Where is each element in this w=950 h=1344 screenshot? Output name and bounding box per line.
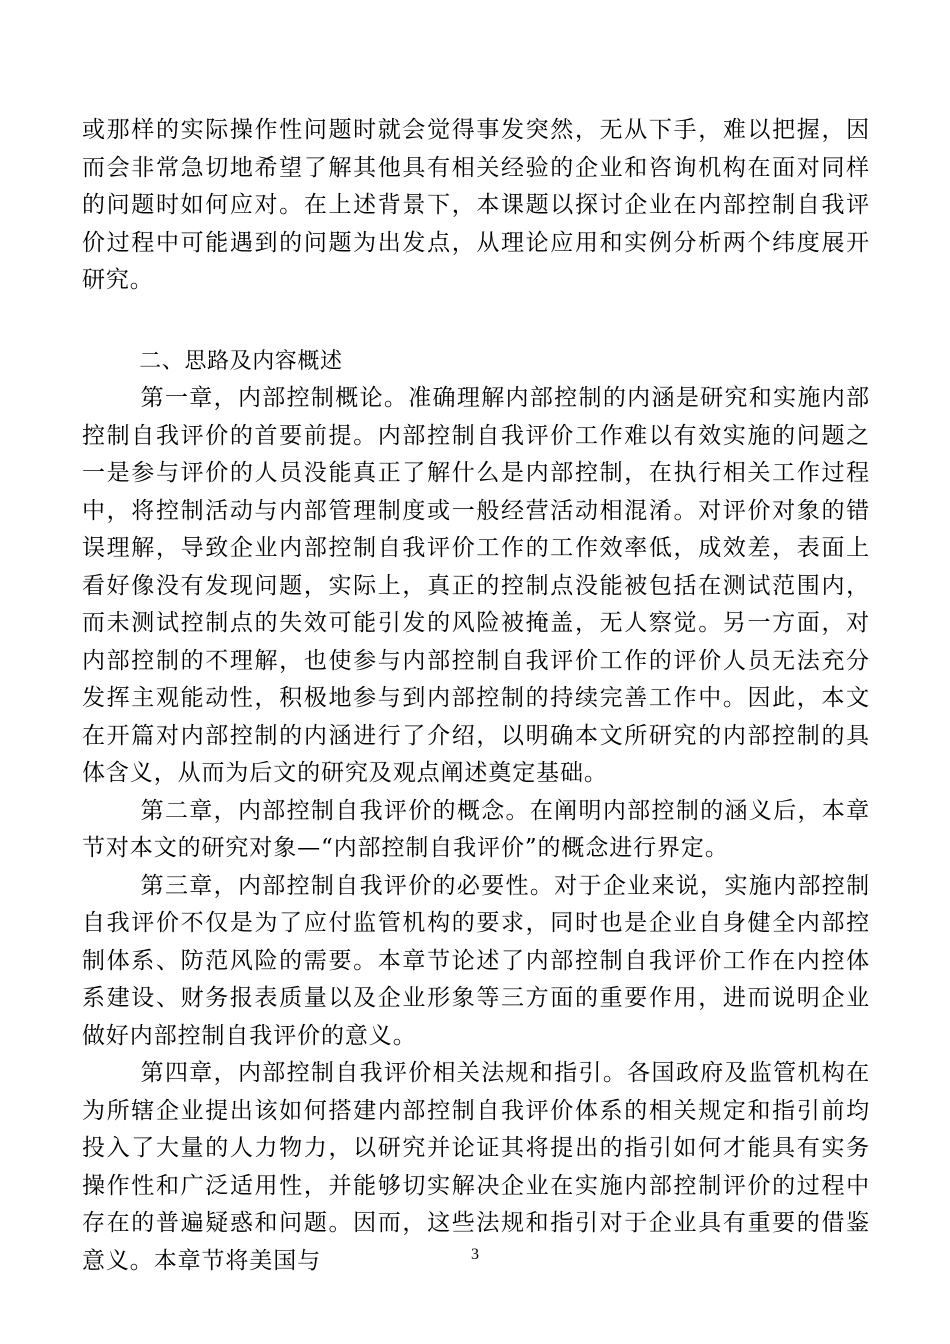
section-heading: 二、思路及内容概述 (139, 348, 343, 374)
chapter-3-paragraph: 第三章，内部控制自我评价的必要性。对于企业来说，实施内部控制自我评价不仅是为了应付监管机构的要求，同时也是企业自身健全内部控制体系、防范风险的需要。本章节论述了内部控制自我评价工作在内控体系建设、财务报表质量以及企业形象等三方面的重要作用，进而说明企业做好内部控制自我评价的意义。 (82, 872, 870, 1049)
chapter-1-paragraph: 第一章，内部控制概论。准确理解内部控制的内涵是研究和实施内部控制自我评价的首要前提。内部控制自我评价工作难以有效实施的问题之一是参与评价的人员没能真正了解什么是内部控制，在执行相关工作过程中，将控制活动与内部管理制度或一般经营活动相混淆。对评价对象的错误理解，导致企业内部控制自我评价工作的工作效率低，成效差，表面上看好像没有发现问题，实际上，真正的控制点没能被包括在测试范围内，而未测试控制点的失效可能引发的风险被掩盖，无人察觉。另一方面，对内部控制的不理解，也使参与内部控制自我评价工作的评价人员无法充分发挥主观能动性，积极地参与到内部控制的持续完善工作中。因此，本文在开篇对内部控制的内涵进行了介绍，以明确本文所研究的内部控制的具体含义，从而为后文的研究及观点阐述奠定基础。 (82, 385, 870, 786)
chapter-2-paragraph: 第二章，内部控制自我评价的概念。在阐明内部控制的涵义后，本章节对本文的研究对象—“内部控制自我评价”的概念进行界定。 (82, 797, 870, 861)
section-spacer (82, 300, 870, 343)
intro-paragraph: 或那样的实际操作性问题时就会觉得事发突然，无从下手，难以把握，因而会非常急切地希望了解其他具有相关经验的企业和咨询机构在面对同样的问题时如何应对。在上述背景下，本课题以探讨企业在内部控制自我评价过程中可能遇到的问题为出发点，从理论应用和实例分析两个纬度展开研究。 (82, 117, 870, 293)
chapter-4-paragraph: 第四章，内部控制自我评价相关法规和指引。各国政府及监管机构在为所辖企业提出该如何搭建内部控制自我评价体系的相关规定和指引前均投入了大量的人力物力，以研究并论证其将提出的指引如何才能具有实务操作性和广泛适用性，并能够切实解决企业在实施内部控制评价的过程中存在的普遍疑惑和问题。因而，这些法规和指引对于企业具有重要的借鉴意义。本章节将美国与 (82, 1060, 870, 1274)
document-body (82, 112, 870, 1280)
page-number: 3 (471, 1246, 479, 1263)
